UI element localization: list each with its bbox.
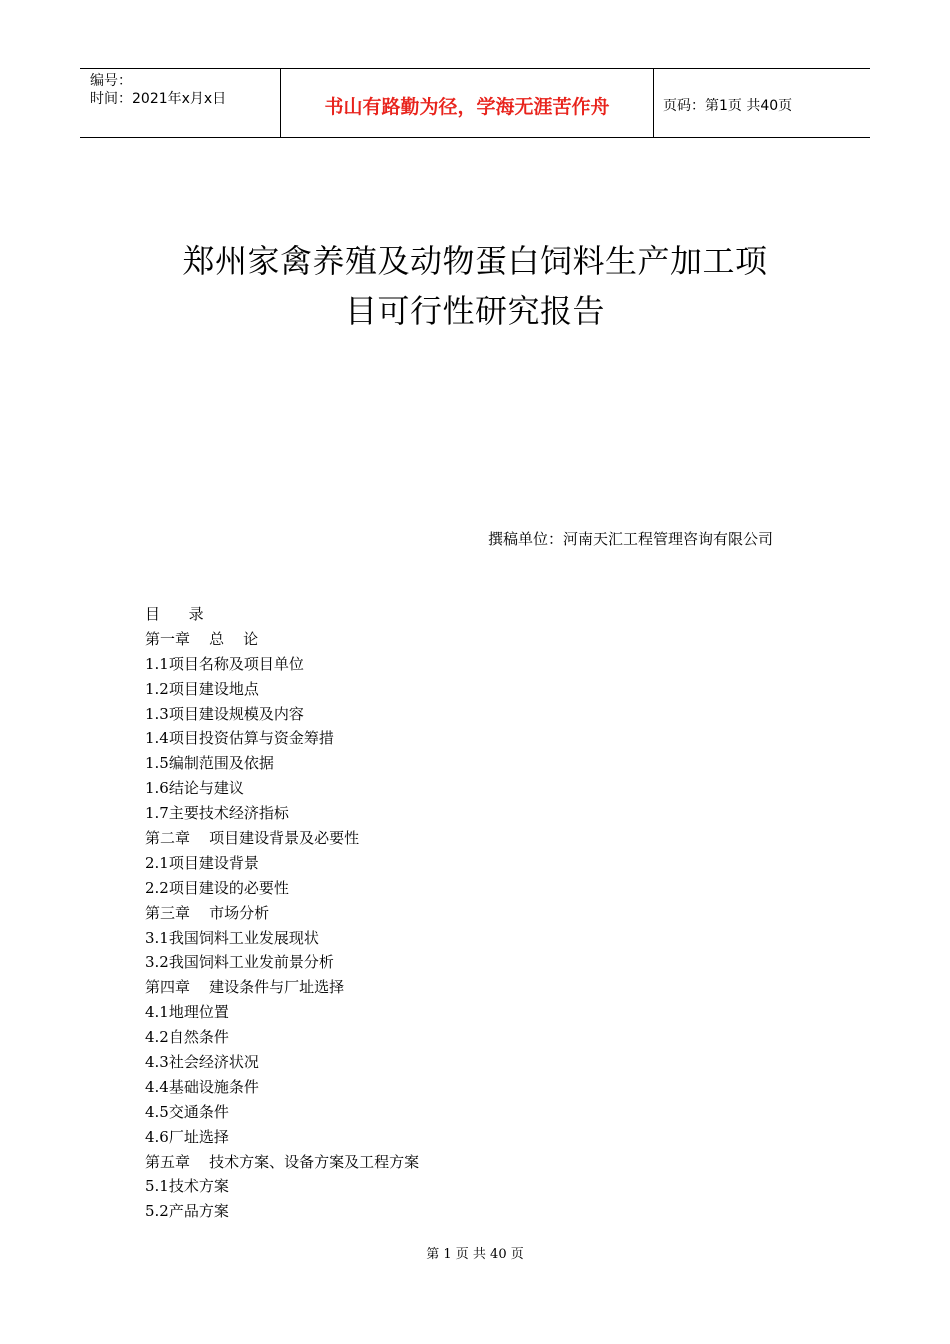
toc-item: 第三章 市场分析 — [145, 903, 270, 922]
toc-item: 1.1项目名称及项目单位 — [145, 654, 304, 673]
toc-item: 1.7主要技术经济指标 — [145, 804, 289, 823]
toc-item: 4.5交通条件 — [145, 1102, 229, 1121]
table-of-contents — [145, 602, 419, 1224]
toc-item: 1.5编制范围及依据 — [145, 754, 274, 773]
toc-item: 4.1地理位置 — [145, 1003, 229, 1022]
toc-item: 第五章 技术方案、设备方案及工程方案 — [145, 1152, 420, 1171]
document-title — [0, 236, 950, 336]
toc-item: 4.2自然条件 — [145, 1028, 229, 1047]
toc-item: 第二章 项目建设背景及必要性 — [145, 829, 360, 848]
toc-item: 1.3项目建设规模及内容 — [145, 704, 304, 723]
header-number-label: 编号： — [90, 73, 132, 89]
header-motto: 书山有路勤为径，学海无涯苦作舟 — [281, 69, 654, 137]
toc-item: 第四章 建设条件与厂址选择 — [145, 978, 345, 997]
toc-item: 4.3社会经济状况 — [145, 1053, 259, 1072]
toc-item: 1.6结论与建议 — [145, 779, 244, 798]
header-meta — [80, 69, 281, 137]
page-header — [80, 68, 870, 138]
toc-heading: 目 录 — [145, 605, 204, 623]
document-author: 撰稿单位：河南天汇工程管理咨询有限公司 — [488, 530, 774, 548]
toc-item: 2.2项目建设的必要性 — [145, 878, 289, 897]
toc-item: 1.2项目建设地点 — [145, 679, 259, 698]
toc-item: 第一章 总 论 — [145, 629, 259, 648]
document-title-line-1: 郑州家禽养殖及动物蛋白饲料生产加工项 — [182, 242, 768, 280]
toc-item: 1.4项目投资估算与资金筹措 — [145, 729, 334, 748]
document-title-line-2: 目可行性研究报告 — [344, 292, 605, 330]
toc-item: 4.6厂址选择 — [145, 1127, 229, 1146]
toc-item: 4.4基础设施条件 — [145, 1077, 259, 1096]
header-time-label: 时间：2021年x月x日 — [90, 91, 227, 107]
toc-item: 5.1技术方案 — [145, 1177, 229, 1196]
page-footer: 第 1 页 共 40 页 — [426, 1247, 524, 1262]
toc-item: 3.2我国饲料工业发前景分析 — [145, 953, 334, 972]
toc-item: 3.1我国饲料工业发展现状 — [145, 928, 319, 947]
toc-item: 5.2产品方案 — [145, 1202, 229, 1221]
toc-item: 2.1项目建设背景 — [145, 853, 259, 872]
header-page-info: 页码：第1页 共40页 — [663, 98, 793, 114]
